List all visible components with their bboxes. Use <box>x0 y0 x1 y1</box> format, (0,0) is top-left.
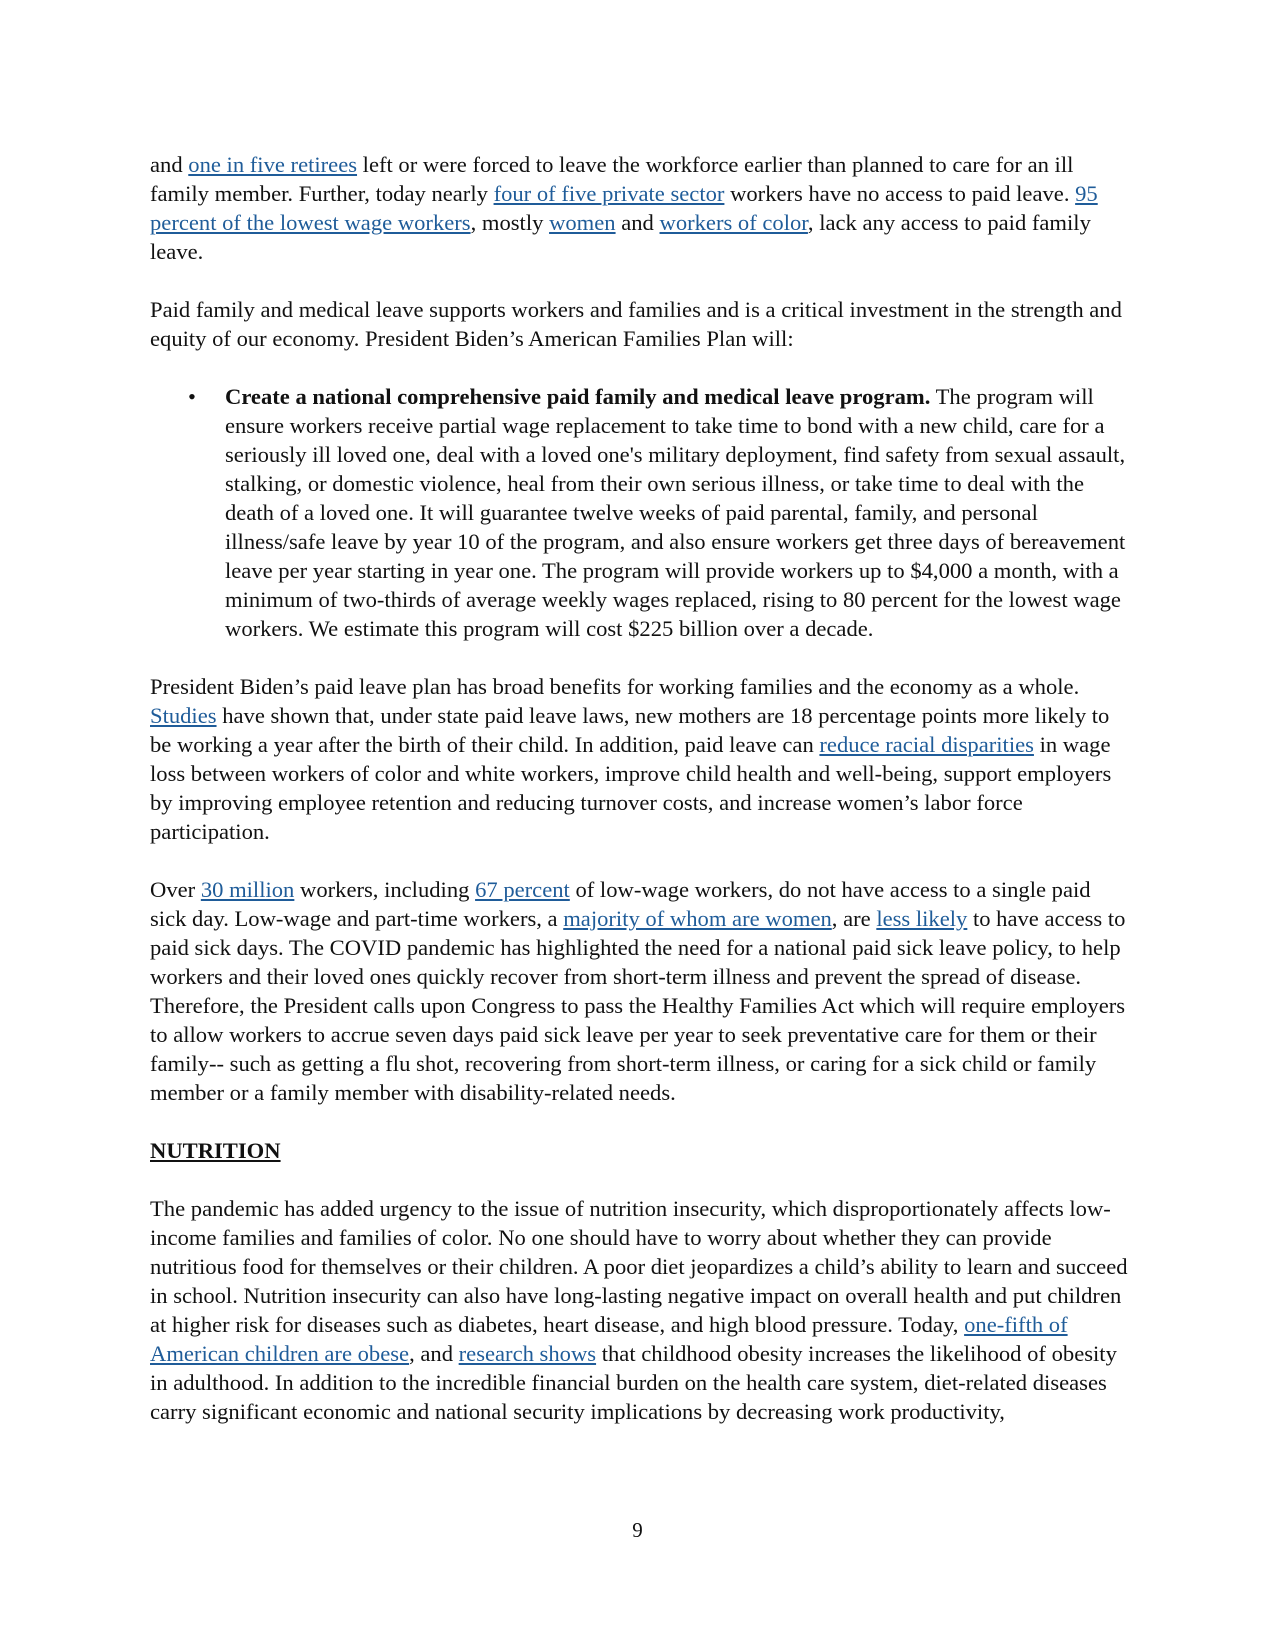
text: The pandemic has added urgency to the issue of nutrition insecurity, which disproportionately affects low-income families and families of color. No one should have to worry about whether they can provide nutritious food for themselves or their children. A poor diet jeopardizes a child’s ability to learn and succeed in school. Nutrition insecurity can also have long-lasting negative impact on overall health and put children at higher risk for diseases such as diabetes, heart disease, and high blood pressure. Today, <box>150 1196 1128 1337</box>
page-number: 9 <box>632 1518 643 1542</box>
link-67-percent[interactable]: 67 percent <box>475 877 570 902</box>
text: workers have no access to paid leave. <box>724 181 1076 206</box>
text: workers, including <box>294 877 476 902</box>
text: in wage loss between workers of color and white workers, improve child health and well-being, support employers by improving employee retention and reducing turnover costs, and increase women’s labor force participation. <box>150 732 1112 844</box>
link-workers-of-color[interactable]: workers of color <box>659 210 808 235</box>
text: left or were forced to leave the workforce earlier than planned to care for an ill family member. Further, today nearly <box>150 152 1074 206</box>
paragraph-paid-leave-benefits <box>150 672 1132 846</box>
list-item <box>188 382 1132 643</box>
text: have shown that, under state paid leave laws, new mothers are 18 percentage points more likely to be working a year after the birth of their child. In addition, paid leave can <box>150 703 1110 757</box>
text: to have access to paid sick days. The COVID pandemic has highlighted the need for a national paid sick leave policy, to help workers and their loved ones quickly recover from short-term illness and prevent the spread of disease. Therefore, the President calls upon Congress to pass the Healthy Families Act which will require employers to allow workers to accrue seven days paid sick leave per year to seek preventative care for them or their family-- such as getting a flu shot, recovering from short-term illness, or caring for a sick child or family member or a family member with disability-related needs. <box>150 906 1126 1105</box>
paragraph-sick-leave <box>150 875 1132 1107</box>
link-studies[interactable]: Studies <box>150 703 217 728</box>
text: of low-wage workers, do not have access to a single paid sick day. Low-wage and part-time workers, a <box>150 877 1091 931</box>
text: that childhood obesity increases the likelihood of obesity in adulthood. In addition to the incredible financial burden on the health care system, diet-related diseases carry significant economic and national security implications by decreasing work productivity, <box>150 1341 1117 1424</box>
paragraph-paid-leave-intro: Paid family and medical leave supports workers and families and is a critical investment in the strength and equity of our economy. President Biden’s American Families Plan will: <box>150 297 1122 351</box>
text: and <box>615 210 660 235</box>
link-four-of-five-private-sector[interactable]: four of five private sector <box>493 181 725 206</box>
text: , lack any access to paid family leave. <box>150 210 1091 264</box>
link-less-likely[interactable]: less likely <box>876 906 968 931</box>
link-one-fifth-children-obese[interactable]: one-fifth of American children are obese <box>150 1312 1068 1366</box>
link-majority-of-whom-are-women[interactable]: majority of whom are women <box>563 906 832 931</box>
text: President Biden’s paid leave plan has broad benefits for working families and the economy as a whole. <box>150 674 1080 699</box>
text: , are <box>831 906 877 931</box>
bullet-text: The program will ensure workers receive partial wage replacement to take time to bond with a new child, care for a seriously ill loved one, deal with a loved one's military deployment, find safety from sexual assault, stalking, or domestic violence, heal from their own serious illness, or take time to deal with the death of a loved one. It will guarantee twelve weeks of paid parental, family, and personal illness/safe leave by year 10 of the program, and also ensure workers get three days of bereavement leave per year starting in year one. The program will provide workers up to $4,000 a month, with a minimum of two-thirds of average weekly wages replaced, rising to 80 percent for the lowest wage workers. We estimate this program will cost $225 billion over a decade. <box>225 384 1126 641</box>
section-heading-nutrition: NUTRITION <box>150 1138 281 1163</box>
link-women[interactable]: women <box>549 210 616 235</box>
link-reduce-racial-disparities[interactable]: reduce racial disparities <box>819 732 1034 757</box>
text: , mostly <box>470 210 550 235</box>
link-95-percent-lowest-wage[interactable]: 95 percent of the lowest wage workers <box>150 181 1098 235</box>
bullet-icon: • <box>188 384 196 409</box>
link-one-in-five-retirees[interactable]: one in five retirees <box>188 152 358 177</box>
bullet-list <box>150 382 1132 643</box>
text: Over <box>150 877 201 902</box>
text: and <box>150 152 189 177</box>
paragraph-retirees <box>150 150 1132 266</box>
link-30-million[interactable]: 30 million <box>200 877 295 902</box>
paragraph-nutrition <box>150 1194 1132 1426</box>
text: , and <box>409 1341 459 1366</box>
link-research-shows[interactable]: research shows <box>458 1341 597 1366</box>
bullet-bold-lead: Create a national comprehensive paid family and medical leave program. <box>225 384 931 409</box>
document-page <box>150 150 1132 1455</box>
